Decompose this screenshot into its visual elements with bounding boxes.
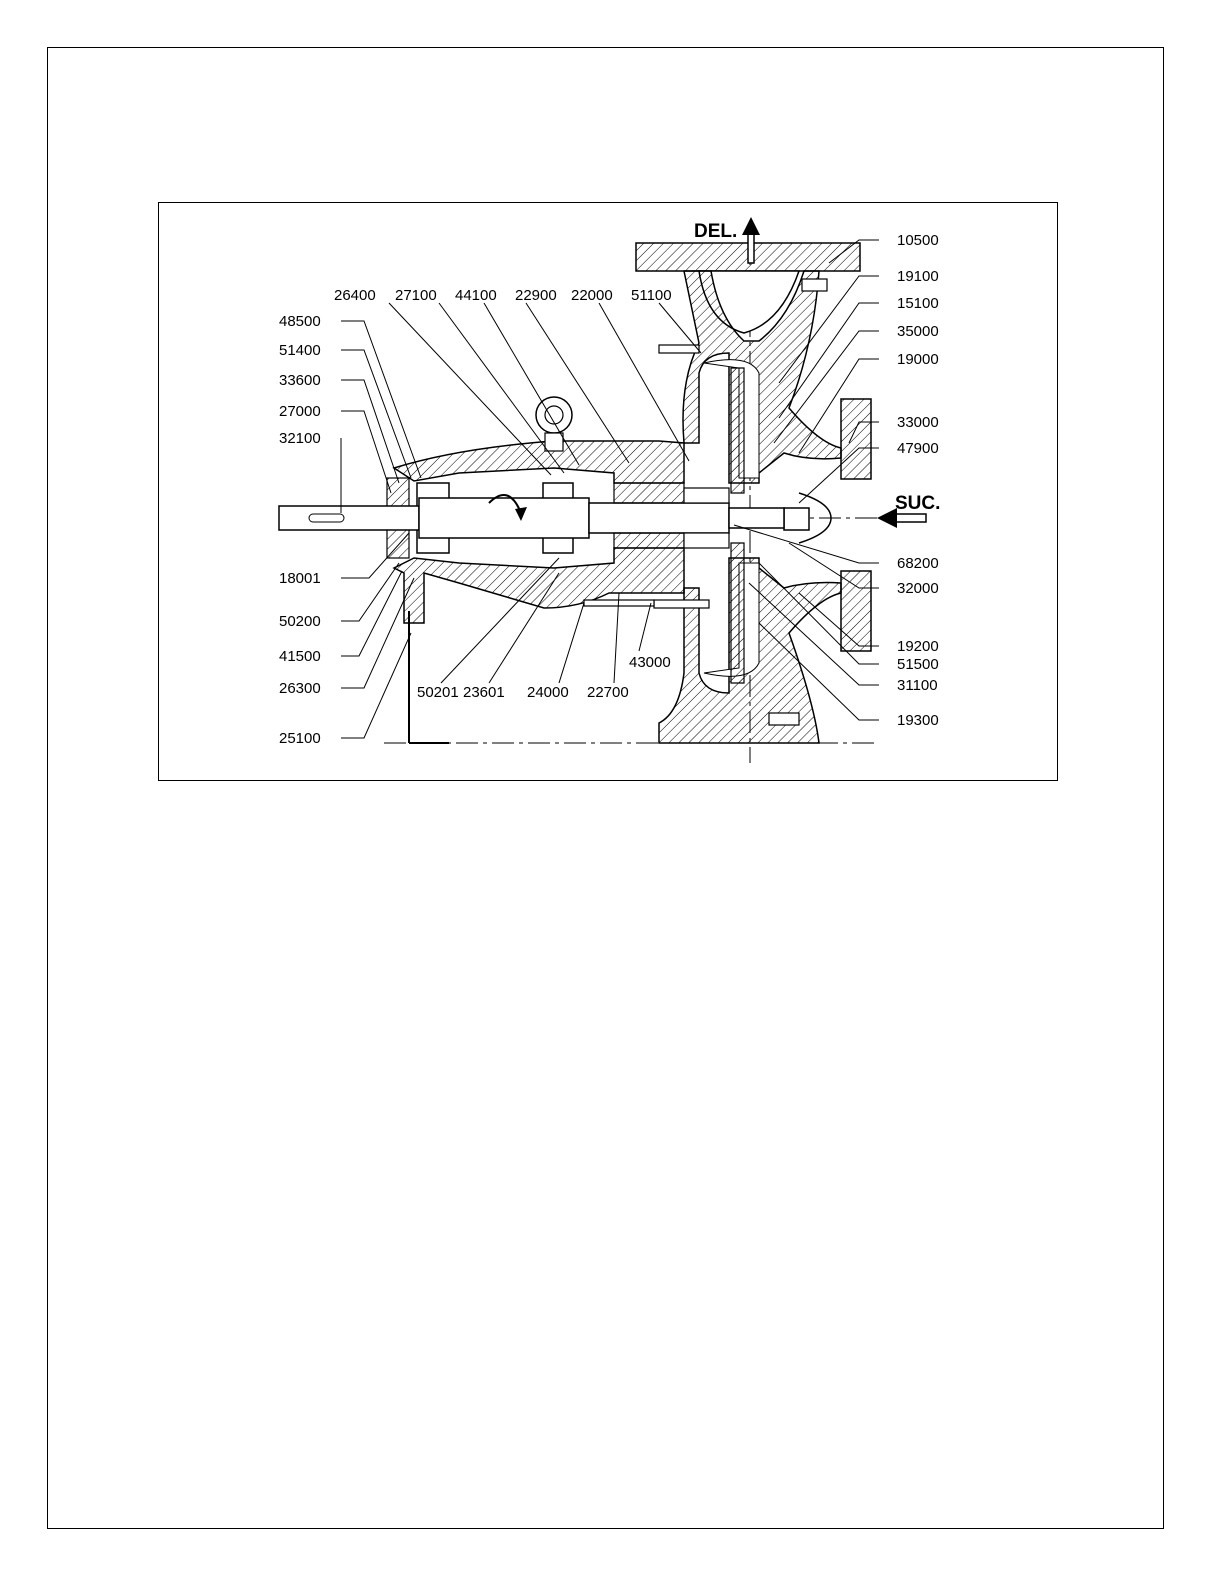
part-label-44100: 44100 xyxy=(455,287,497,304)
part-label-19300: 19300 xyxy=(897,712,939,729)
part-label-27100: 27100 xyxy=(395,287,437,304)
part-label-15100: 15100 xyxy=(897,295,939,312)
part-label-26300: 26300 xyxy=(279,680,321,697)
part-label-23601: 23601 xyxy=(463,684,505,701)
part-label-19000: 19000 xyxy=(897,351,939,368)
part-label-51400: 51400 xyxy=(279,342,321,359)
part-label-32100: 32100 xyxy=(279,430,321,447)
part-label-22900: 22900 xyxy=(515,287,557,304)
part-label-33600: 33600 xyxy=(279,372,321,389)
suction-label: SUC. xyxy=(895,493,941,514)
part-label-68200: 68200 xyxy=(897,555,939,572)
part-label-18001: 18001 xyxy=(279,570,321,587)
part-label-48500: 48500 xyxy=(279,313,321,330)
part-label-50200: 50200 xyxy=(279,613,321,630)
part-label-25100: 25100 xyxy=(279,730,321,747)
delivery-label: DEL. xyxy=(694,221,738,242)
part-label-41500: 41500 xyxy=(279,648,321,665)
right-labels xyxy=(897,232,939,729)
part-label-27000: 27000 xyxy=(279,403,321,420)
part-label-19200: 19200 xyxy=(897,638,939,655)
pump-cross-section-svg xyxy=(159,203,1059,782)
part-label-31100: 31100 xyxy=(897,677,938,694)
part-label-50201: 50201 xyxy=(417,684,459,701)
part-label-22700: 22700 xyxy=(587,684,629,701)
part-label-26400: 26400 xyxy=(334,287,376,304)
part-label-51100: 51100 xyxy=(631,287,672,304)
bottom-labels xyxy=(417,654,671,701)
part-label-33000: 33000 xyxy=(897,414,939,431)
part-label-43000: 43000 xyxy=(629,654,671,671)
part-label-47900: 47900 xyxy=(897,440,939,457)
part-label-10500: 10500 xyxy=(897,232,939,249)
part-label-32000: 32000 xyxy=(897,580,939,597)
part-label-22000: 22000 xyxy=(571,287,613,304)
part-label-19100: 19100 xyxy=(897,268,939,285)
part-label-24000: 24000 xyxy=(527,684,569,701)
top-labels xyxy=(334,287,672,304)
part-label-51500: 51500 xyxy=(897,656,939,673)
part-label-35000: 35000 xyxy=(897,323,939,340)
pump-sectional-drawing xyxy=(158,202,1058,781)
